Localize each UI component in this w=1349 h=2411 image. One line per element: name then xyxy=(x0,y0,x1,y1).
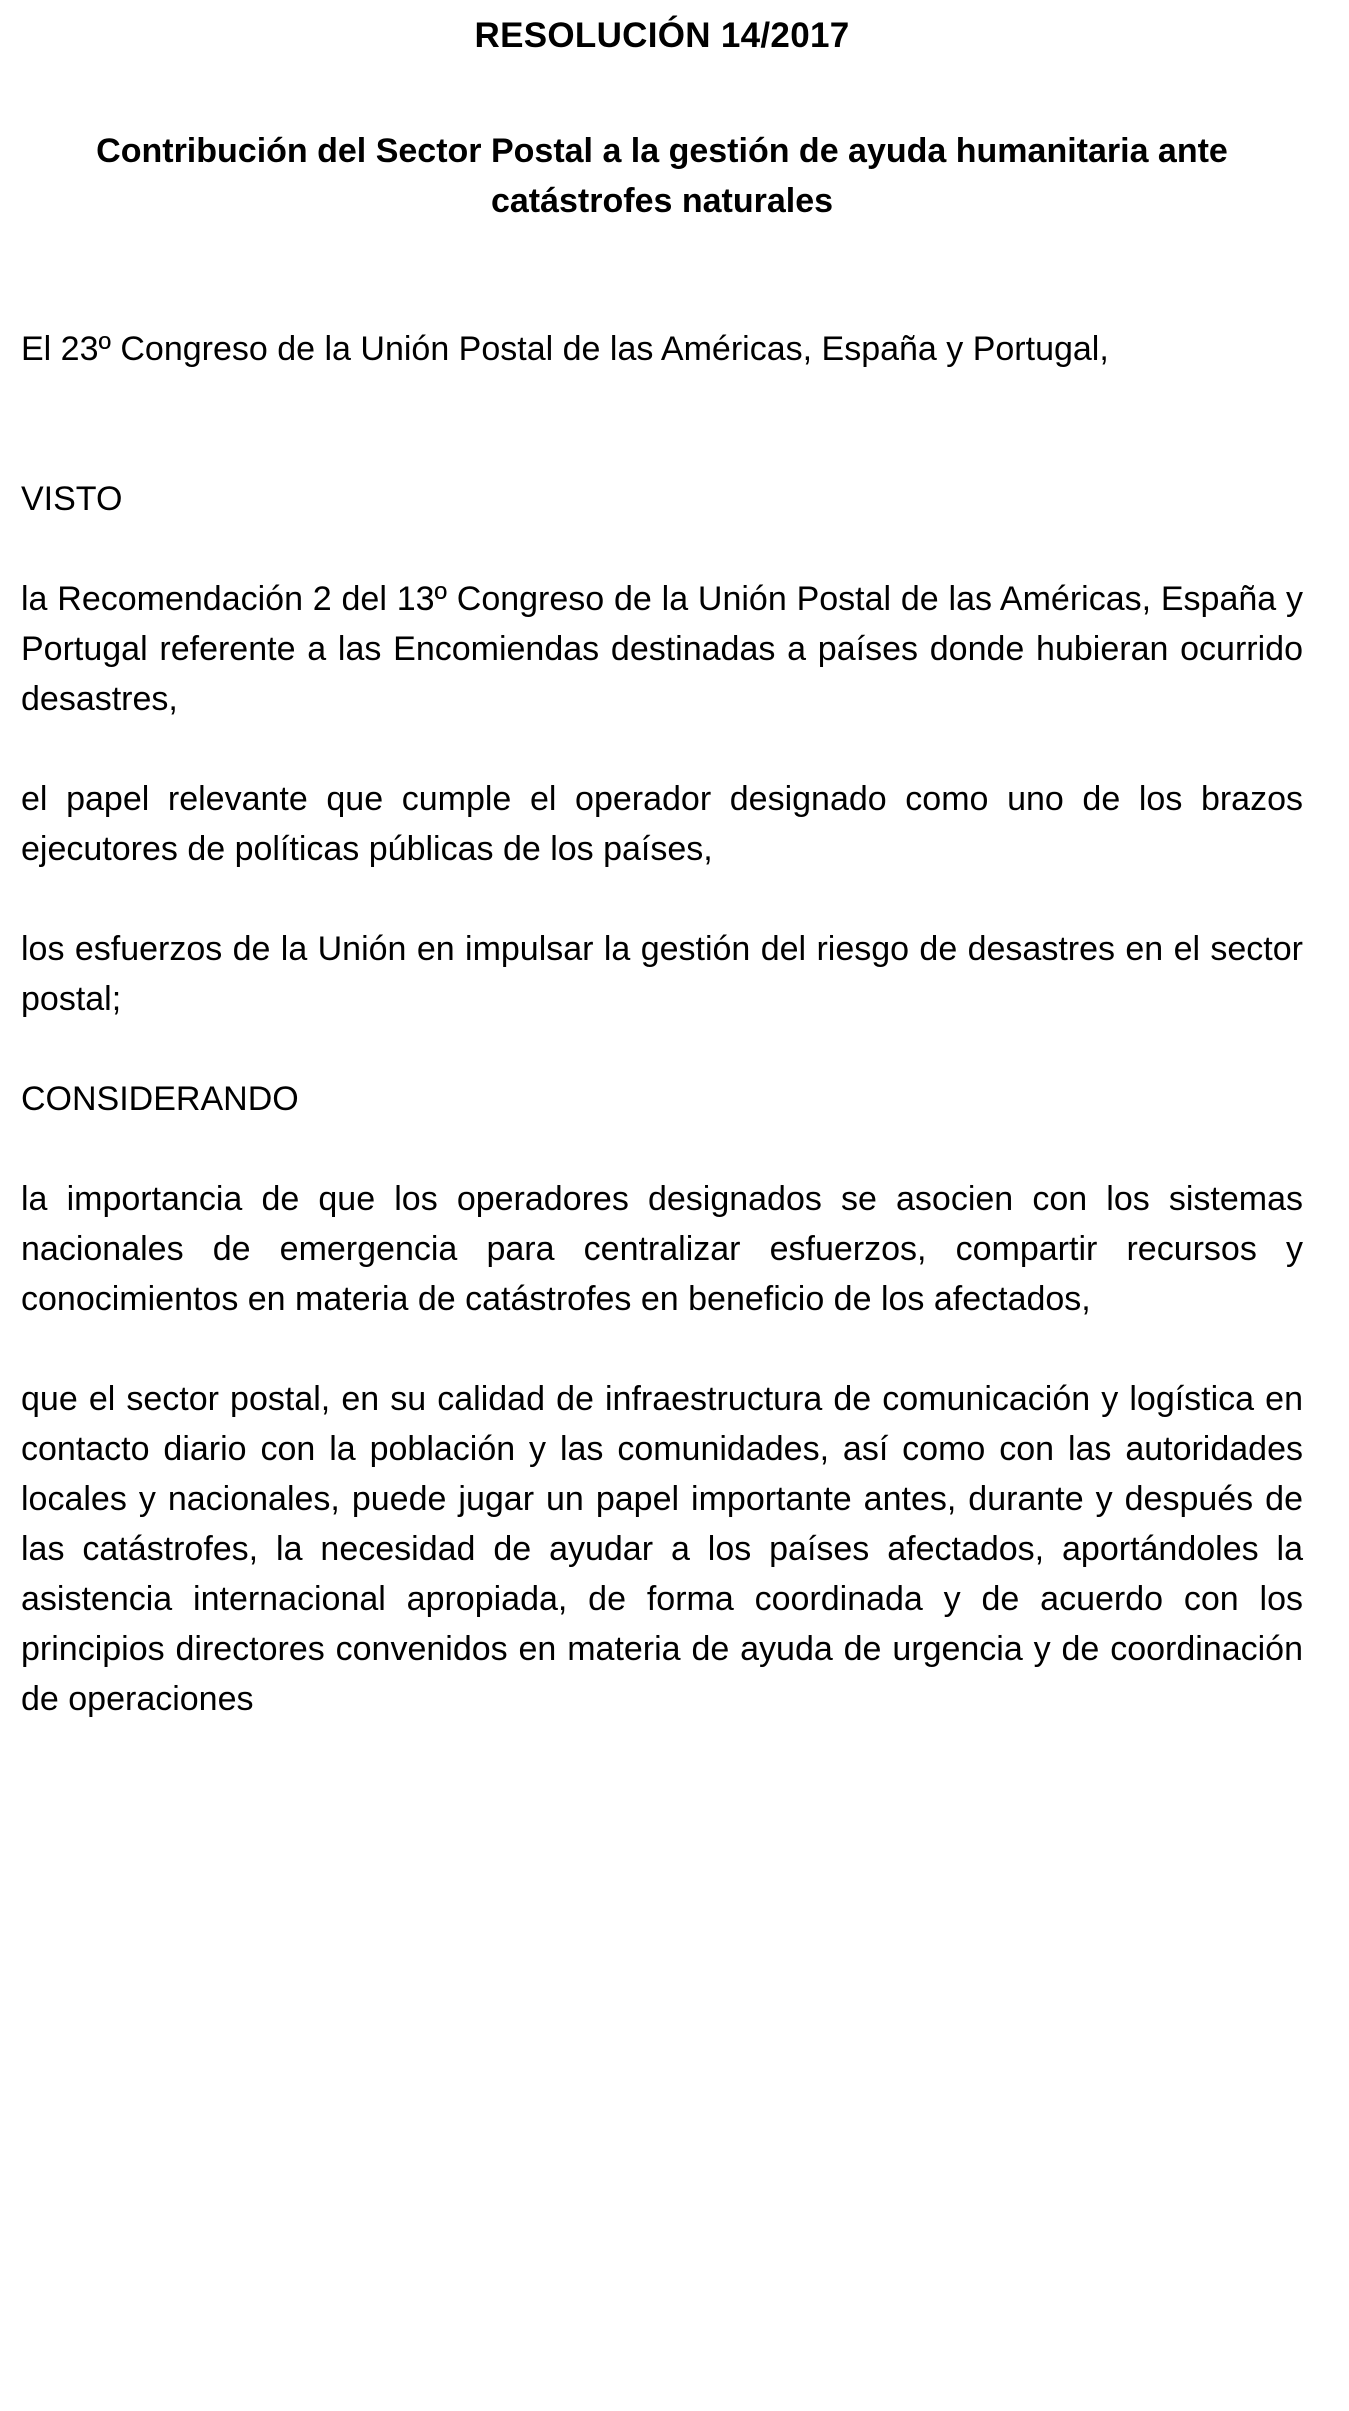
resolution-title: RESOLUCIÓN 14/2017 xyxy=(474,16,850,55)
considerando-paragraph-2: que el sector postal, en su calidad de infraestructura de comunicación y logística en contacto diario con la población y las comunidades, así como con las autoridades locales y nacionales, puede jugar un papel importante antes, durante y después de las catástrofes, la necesidad de ayudar a los países afectados, aportándoles la asistencia internacional apropiada, de forma coordinada y de acuerdo con los principios directores convenidos en materia de ayuda de urgencia y de coordinación de operaciones xyxy=(21,1380,1303,1718)
visto-paragraph-2: el papel relevante que cumple el operador designado como uno de los brazos ejecutores de políticas públicas de los países, xyxy=(21,780,1303,868)
visto-paragraph-3: los esfuerzos de la Unión en impulsar la gestión del riesgo de desastres en el sector postal; xyxy=(21,930,1303,1018)
visto-paragraph-1: la Recomendación 2 del 13º Congreso de la Unión Postal de las Américas, España y Portugal referente a las Encomiendas destinadas a países donde hubieran ocurrido desastres, xyxy=(21,580,1303,718)
section-heading-visto: VISTO xyxy=(21,480,123,518)
considerando-paragraph-1: la importancia de que los operadores designados se asocien con los sistemas nacionales de emergencia para centralizar esfuerzos, compartir recursos y conocimientos en materia de catástrofes en beneficio de los afectados, xyxy=(21,1180,1303,1318)
resolution-subtitle: Contribución del Sector Postal a la gestión de ayuda humanitaria ante catástrofes naturales xyxy=(96,132,1228,220)
section-heading-considerando: CONSIDERANDO xyxy=(21,1080,299,1118)
intro-paragraph: El 23º Congreso de la Unión Postal de las Américas, España y Portugal, xyxy=(21,330,1109,368)
